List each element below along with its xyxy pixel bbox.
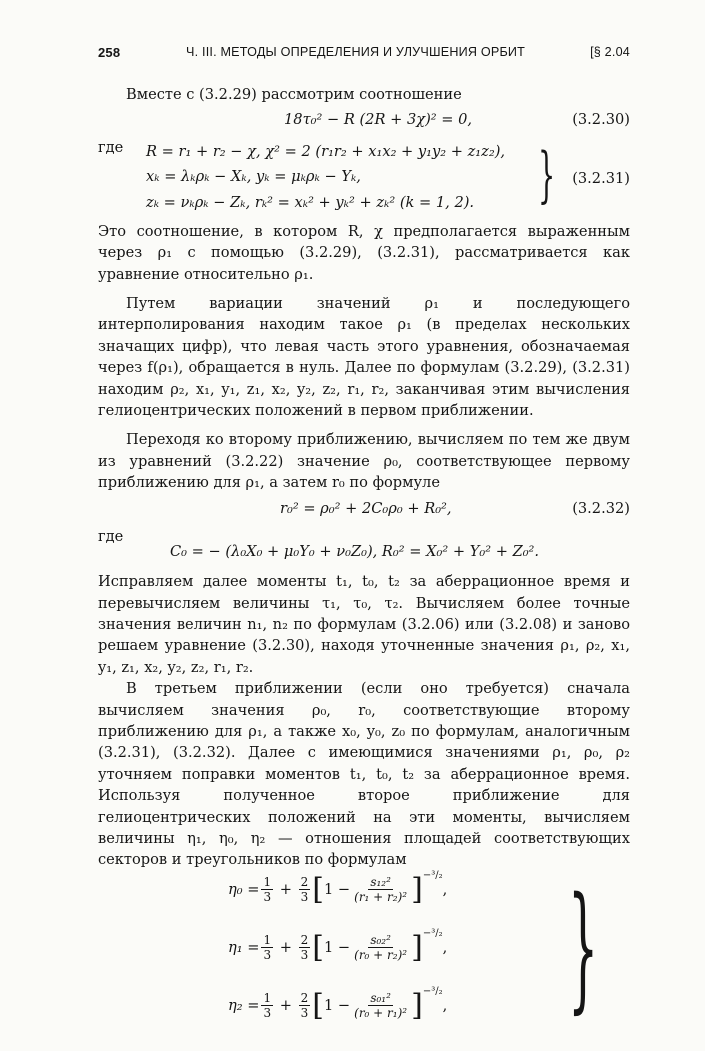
comma: ,	[442, 997, 448, 1015]
left-bracket: [	[312, 929, 324, 965]
frac-num: s₀₂²	[370, 933, 391, 948]
running-header	[98, 38, 630, 64]
equation-3-2-30	[98, 105, 630, 135]
fraction-two-thirds	[299, 991, 311, 1020]
frac-num: 1	[263, 991, 272, 1006]
equation-number: (3.2.31)	[572, 169, 630, 187]
eta-one-minus: 1 −	[323, 881, 351, 899]
eta-equations	[98, 868, 630, 1051]
comma: ,	[442, 881, 448, 899]
right-brace: }	[568, 868, 599, 1027]
frac-num: s₀₁²	[370, 991, 391, 1006]
equation-formula: r₀² = ρ₀² + 2C₀ρ₀ + R₀²,	[280, 499, 452, 517]
paragraph-corrections: Исправляем далее моменты t₁, t₀, t₂ за аберрационное время и перевычисляем величины τ₁, τ₀, τ₂. Вычисляем более точные значения величин n₁, n₂ по формулам (3.2.06) или (3.2.08) и заново решаем уравнение (3.2.30), находя уточненные значения ρ₁, ρ₂, x₁, y₁, z₁, x₂, y₂, z₂, r₁, r₂.	[98, 573, 630, 676]
eta-lhs: η₀ =	[228, 881, 260, 899]
frac-num: 2	[300, 991, 309, 1006]
right-brace: }	[538, 139, 556, 210]
system-row-1: R = r₁ + r₂ − χ, χ² = 2 (r₁r₂ + x₁x₂ + y₁y₂ + z₁z₂),	[146, 142, 506, 160]
fraction-two-thirds	[299, 875, 311, 904]
frac-den: (r₀ + r₂)²	[354, 948, 408, 963]
fraction-one-third	[261, 991, 273, 1020]
eta-2-equation: η₂ = $\frac{1}{3}$ + $\frac{2}{3}$ [ 1 − $\frac{\text{s₀₁²}}{\text{(r₀ + r₁)²}}$ ] $^{-^3/_2}$ ,	[228, 985, 448, 1023]
eta-1-equation: η₁ = $\frac{1}{3}$ + $\frac{2}{3}$ [ 1 − $\frac{\text{s₀₂²}}{\text{(r₀ + r₂)²}}$ ] $^{-^3/_2}$ ,	[228, 927, 448, 965]
paragraph-third-approx: В третьем приближении (если оно требуется) сначала вычисляем значения ρ₀, r₀, соответствующие второму приближению для ρ₁, а также x₀, y₀, z₀ по формулам, аналогичным (3.2.31), (3.2.32). Далее с имеющимися значениями ρ₁, ρ₀, ρ₂ уточняем поправки моментов t₁, t₀, t₂ за аберрационное время. Используя полученное второе приближение для гелиоцентрических положений на эти моменты, вычисляем величины η₁, η₀, η₂ — отношения площадей соответствующих секторов и треугольников по формулам	[98, 680, 630, 869]
frac-den: 3	[263, 1006, 272, 1021]
frac-den: 3	[300, 1006, 309, 1021]
equation-number: (3.2.30)	[572, 111, 630, 129]
right-bracket: ]	[411, 871, 423, 907]
left-bracket: [	[312, 871, 324, 907]
equation-formula: C₀ = − (λ₀X₀ + μ₀Y₀ + ν₀Z₀), R₀² = X₀² + Y₀² + Z₀².	[170, 543, 540, 561]
chapter-title: Ч. III. МЕТОДЫ ОПРЕДЕЛЕНИЯ И УЛУЧШЕНИЯ ОРБИТ	[186, 45, 526, 59]
comma: ,	[442, 939, 448, 957]
frac-num: 1	[263, 875, 272, 890]
frac-den: 3	[263, 948, 272, 963]
equation-formula: 18τ₀² − R (2R + 3χ)² = 0,	[284, 111, 473, 129]
frac-den: 3	[300, 890, 309, 905]
frac-den: (r₀ + r₁)²	[354, 1006, 408, 1021]
where-label: где	[98, 527, 124, 545]
equation-number: (3.2.32)	[572, 499, 630, 517]
frac-num: 2	[300, 875, 309, 890]
system-row-3: zₖ = νₖρₖ − Zₖ, rₖ² = xₖ² + yₖ² + zₖ² (k = 1, 2).	[146, 193, 475, 211]
eta-one-minus: 1 −	[323, 939, 351, 957]
eta-lhs: η₂ =	[228, 997, 260, 1015]
frac-den: (r₁ + r₂)²	[354, 890, 408, 905]
book-page	[98, 38, 630, 1051]
paragraph-second-approx: Переходя ко второму приближению, вычисляем по тем же двум из уравнений (3.2.22) значение ρ₀, соответствующее первому приближению для ρ₁, а затем r₀ по формуле	[98, 431, 630, 492]
frac-den: 3	[263, 890, 272, 905]
eta-lhs: η₁ =	[228, 939, 260, 957]
page-number: 258	[98, 45, 121, 60]
equation-3-2-32	[98, 494, 630, 524]
paragraph-relation: Это соотношение, в котором R, χ предполагается выраженным через ρ₁ с помощью (3.2.29), (3.2.31), рассматривается как уравнение относительно ρ₁.	[98, 222, 630, 283]
frac-num: 1	[263, 933, 272, 948]
system-row-2: xₖ = λₖρₖ − Xₖ, yₖ = μₖρₖ − Yₖ,	[146, 167, 361, 185]
paragraph-intro: Вместе с (3.2.29) рассмотрим соотношение	[126, 86, 462, 103]
fraction-s	[352, 933, 409, 962]
frac-num: s₁₂²	[370, 875, 391, 890]
equation-c0	[98, 539, 630, 569]
eta-one-minus: 1 −	[323, 997, 351, 1015]
eta-0-equation: η₀ = $\frac{1}{3}$ + $\frac{2}{3}$ [ 1 − $\frac{\text{s₁₂²}}{\text{(r₁ + r₂)²}}$ ] $^{-^3/_2}$ ,	[228, 869, 448, 907]
frac-num: 2	[300, 933, 309, 948]
paragraph-variation: Путем вариации значений ρ₁ и последующего интерполирования находим такое ρ₁ (в пределах нескольких значащих цифр), что левая часть этого уравнения, обозначаемая через f(ρ₁), обращается в нуль. Далее по формулам (3.2.29), (3.2.31) находим ρ₂, x₁, y₁, z₁, x₂, y₂, z₂, r₁, r₂, заканчивая этим вычисления гелиоцентрических положений в первом приближении.	[98, 295, 630, 420]
frac-den: 3	[300, 948, 309, 963]
section-marker: [§ 2.04	[590, 45, 630, 59]
fraction-s	[352, 875, 409, 904]
fraction-s	[352, 991, 409, 1020]
where-label: где	[98, 139, 124, 157]
fraction-one-third	[261, 875, 273, 904]
fraction-one-third	[261, 933, 273, 962]
fraction-two-thirds	[299, 933, 311, 962]
right-bracket: ]	[411, 987, 423, 1023]
left-bracket: [	[312, 987, 324, 1023]
right-bracket: ]	[411, 929, 423, 965]
